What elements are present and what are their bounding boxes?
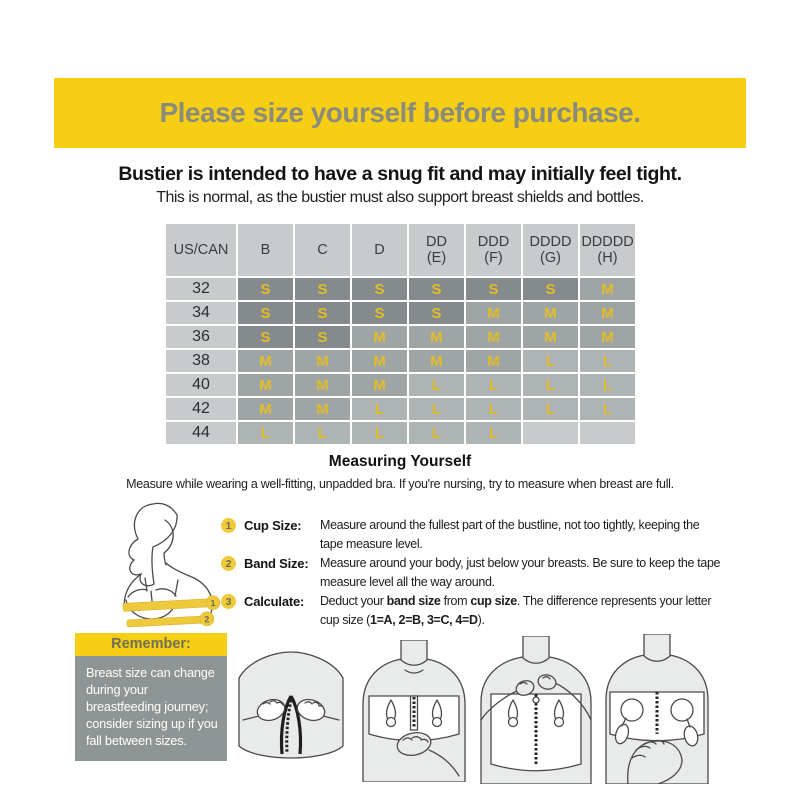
step-number: 3: [221, 594, 236, 609]
step-text: Measure around your body, just below your breasts. Be sure to keep the tape measure level all the way around.: [320, 556, 721, 589]
zipping-up-illustration: [355, 640, 473, 782]
banner-text: Please size yourself before purchase.: [159, 97, 641, 128]
size-cell: M: [580, 278, 635, 300]
tape-label-2: 2: [204, 614, 210, 625]
measuring-title: Measuring Yourself: [328, 453, 472, 470]
size-cell: S: [352, 278, 407, 300]
size-cell: L: [352, 398, 407, 420]
size-cell: M: [238, 398, 293, 420]
band-size-label: 38: [166, 350, 236, 372]
step-label: Calculate:: [244, 594, 305, 609]
size-cell: M: [352, 350, 407, 372]
size-cell: L: [466, 398, 521, 420]
size-cell: L: [523, 350, 578, 372]
size-cell: [580, 422, 635, 444]
size-cell: S: [238, 278, 293, 300]
size-cell: L: [409, 422, 464, 444]
step-number: 1: [221, 518, 236, 533]
remember-box: [75, 633, 227, 761]
column-header: DDD (F): [466, 224, 521, 276]
size-cell: M: [409, 350, 464, 372]
size-cell: L: [466, 422, 521, 444]
intro-heading: Bustier is intended to have a snug fit and may initially feel tight.: [118, 163, 682, 185]
column-header: C: [295, 224, 350, 276]
underbust-tape-measure: [127, 611, 215, 630]
column-header: US/CAN: [166, 224, 236, 276]
measuring-step: [221, 516, 721, 554]
size-cell: M: [466, 302, 521, 324]
size-table: [166, 224, 635, 444]
size-cell: L: [523, 374, 578, 396]
size-cell: S: [352, 302, 407, 324]
step-label: Cup Size:: [244, 518, 302, 533]
size-cell: L: [295, 422, 350, 444]
step-text: Deduct your band size from cup size. The difference represents your letter cup size (1=A, 2=B, 3=C, 4=D).: [320, 594, 712, 627]
band-size-label: 34: [166, 302, 236, 324]
measuring-note: Measure while wearing a well-fitting, unpadded bra. If you're nursing, try to measure when breast are full.: [126, 477, 674, 491]
size-cell: S: [295, 278, 350, 300]
size-cell: M: [295, 398, 350, 420]
column-header: D: [352, 224, 407, 276]
tape-label-1: 1: [210, 598, 216, 609]
size-cell: L: [580, 350, 635, 372]
zip-start-closeup-illustration: [235, 648, 347, 776]
size-cell: M: [466, 350, 521, 372]
intro-subheading: This is normal, as the bustier must also support breast shields and bottles.: [156, 189, 644, 206]
size-cell: L: [580, 374, 635, 396]
fully-zipped-bustier-illustration: [475, 636, 597, 784]
size-cell: S: [238, 302, 293, 324]
size-cell: S: [523, 278, 578, 300]
size-cell: M: [352, 326, 407, 348]
size-cell: M: [580, 302, 635, 324]
banner: [54, 78, 746, 148]
size-cell: L: [238, 422, 293, 444]
column-header: DDDD (G): [523, 224, 578, 276]
size-cell: S: [295, 326, 350, 348]
size-cell: L: [523, 398, 578, 420]
step-text: Measure around the fullest part of the bustline, not too tightly, keeping the tape measure level.: [320, 518, 700, 551]
size-cell: M: [295, 374, 350, 396]
hair-icon: [129, 503, 177, 585]
remember-body: Breast size can change during your breastfeeding journey; consider sizing up if you fall between sizes.: [75, 656, 227, 761]
measuring-figure-illustration: [90, 498, 232, 636]
band-size-label: 40: [166, 374, 236, 396]
size-cell: M: [238, 374, 293, 396]
size-cell: S: [409, 302, 464, 324]
size-cell: M: [466, 326, 521, 348]
bustier-with-pump-flanges-illustration: [598, 634, 716, 784]
size-cell: L: [409, 374, 464, 396]
measuring-steps: [221, 516, 721, 630]
size-cell: M: [238, 350, 293, 372]
size-cell: S: [466, 278, 521, 300]
band-size-label: 36: [166, 326, 236, 348]
size-cell: M: [352, 374, 407, 396]
column-header: DD (E): [409, 224, 464, 276]
band-size-label: 42: [166, 398, 236, 420]
size-cell: S: [238, 326, 293, 348]
column-header: DDDDD (H): [580, 224, 635, 276]
size-cell: L: [409, 398, 464, 420]
size-cell: M: [409, 326, 464, 348]
size-cell: M: [295, 350, 350, 372]
size-cell: L: [580, 398, 635, 420]
step-number: 2: [221, 556, 236, 571]
size-cell: S: [295, 302, 350, 324]
size-cell: L: [352, 422, 407, 444]
measuring-step: [221, 554, 721, 592]
band-size-label: 32: [166, 278, 236, 300]
measuring-step: [221, 592, 721, 630]
size-cell: M: [523, 326, 578, 348]
column-header: B: [238, 224, 293, 276]
size-cell: S: [409, 278, 464, 300]
size-cell: L: [466, 374, 521, 396]
size-cell: M: [523, 302, 578, 324]
size-cell: M: [580, 326, 635, 348]
band-size-label: 44: [166, 422, 236, 444]
size-cell: [523, 422, 578, 444]
remember-title: Remember:: [75, 633, 227, 656]
step-label: Band Size:: [244, 556, 309, 571]
